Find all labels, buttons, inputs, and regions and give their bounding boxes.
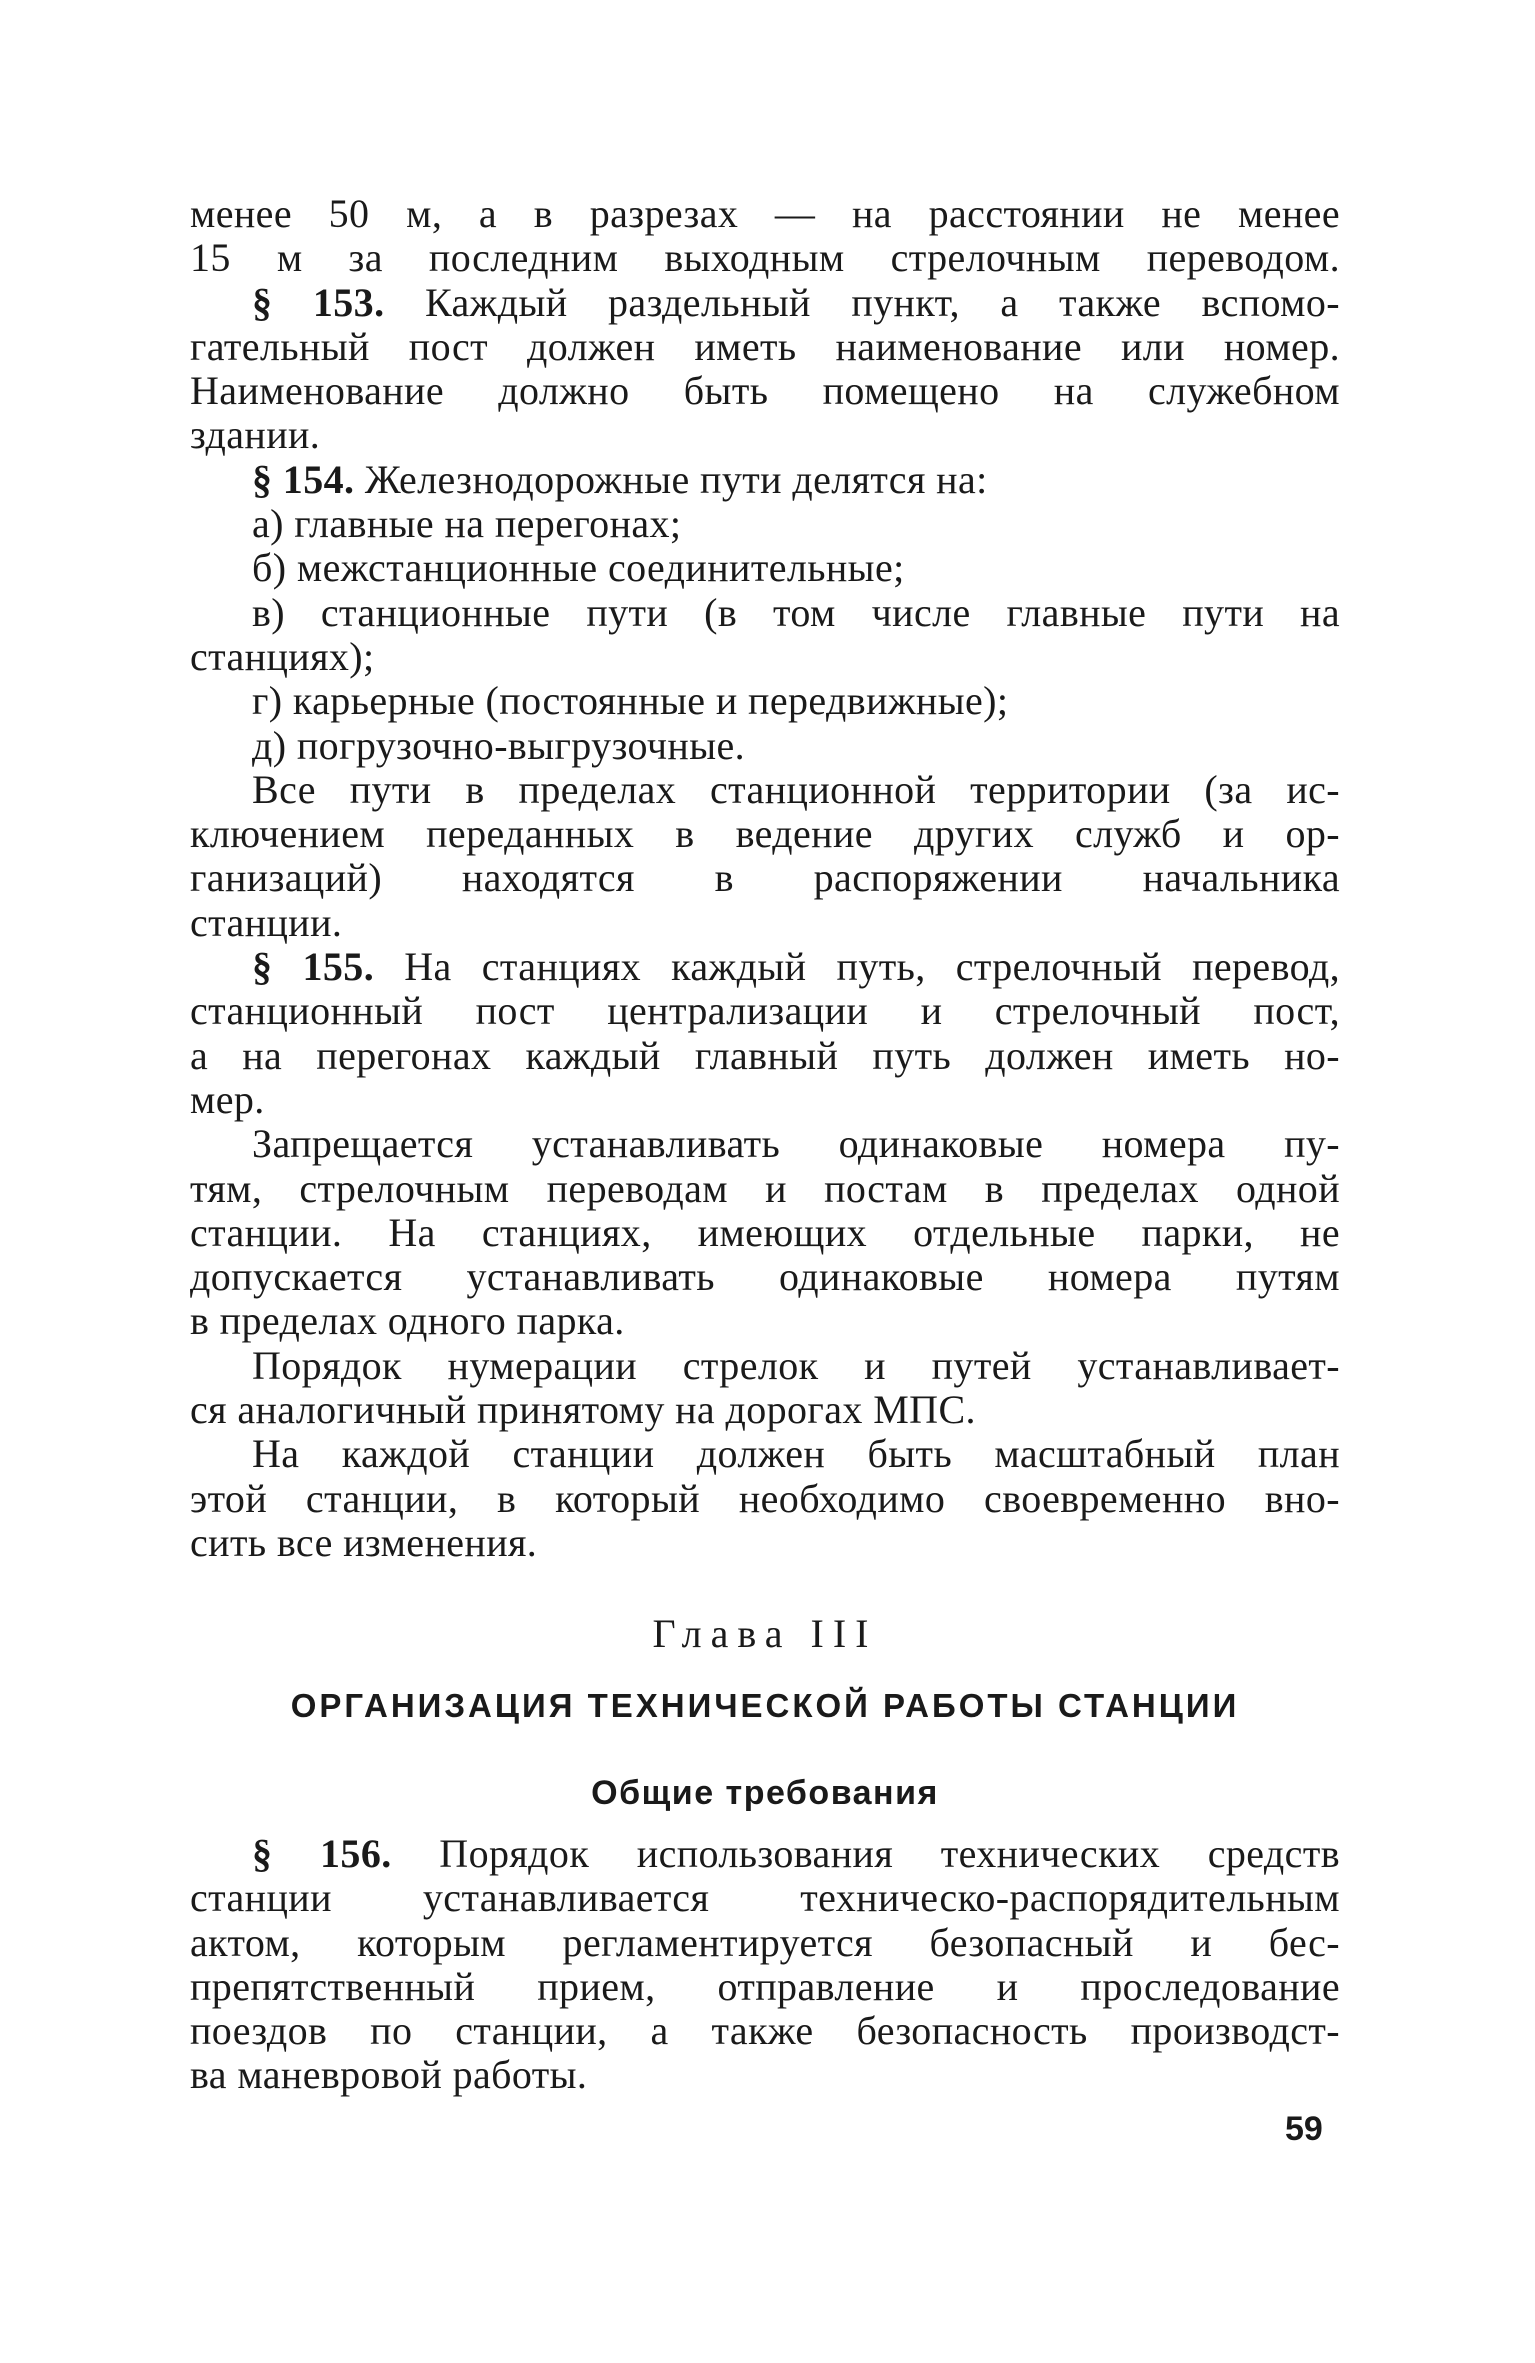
text-line: тям, стрелочным переводам и постам в пределах одной (190, 1165, 1340, 1211)
text-line: ва маневровой работы. (190, 2052, 588, 2098)
text-line: ганизаций) находятся в распоряжении начальника (190, 855, 1340, 901)
text-line: менее 50 м, а в разрезах — на расстоянии не менее (190, 191, 1340, 236)
text-line: станции устанавливается техническо-распорядительным (190, 1875, 1340, 1921)
list-item: а) главные на перегонах; (252, 501, 682, 547)
text-line: ся аналогичный принятому на дорогах МПС. (190, 1387, 976, 1433)
section-153-first-line (190, 281, 1340, 325)
section-subtitle: Общие требования (591, 1774, 939, 1812)
page-number: 59 (1285, 2110, 1323, 2148)
section-number: § 155. (252, 944, 375, 990)
text-line: На каждой станции должен быть масштабный план (252, 1431, 1340, 1477)
text-line: сить все изменения. (190, 1519, 538, 1565)
text-line: мер. (190, 1076, 265, 1122)
chapter-label: Глава III (652, 1611, 878, 1656)
text-line: 15 м за последним выходным стрелочным переводом. (190, 235, 1340, 281)
text-line: актом, которым регламентируется безопасный и бес- (190, 1919, 1340, 1965)
text-line: в пределах одного парка. (190, 1298, 625, 1344)
text-line: а на перегонах каждый главный путь должен иметь но- (190, 1032, 1340, 1078)
section-155-first-line (190, 945, 1340, 989)
text-span: Порядок использования технических средств (439, 1831, 1341, 1876)
list-item: д) погрузочно-выгрузочные. (252, 722, 746, 768)
text-line: станции. На станциях, имеющих отдельные парки, не (190, 1209, 1340, 1255)
text-span: На станциях каждый путь, стрелочный перевод, (404, 944, 1340, 990)
text-line: Наименование должно быть помещено на служебном (190, 368, 1340, 414)
section-number: § 154. (252, 456, 355, 502)
text-block-top (190, 192, 1340, 1565)
text-line: ключением переданных в ведение других служб и ор- (190, 811, 1340, 857)
text-line: этой станции, в который необходимо своевременно вно- (190, 1475, 1340, 1521)
text-line: Порядок нумерации стрелок и путей устанавливает- (252, 1342, 1340, 1388)
text-span: Железнодорожные пути делятся на: (364, 456, 988, 502)
list-item: б) межстанционные соединительные; (252, 545, 905, 591)
text-line: допускается устанавливать одинаковые номера путям (190, 1254, 1340, 1300)
text-span: Каждый раздельный пункт, а также вспомо- (424, 279, 1341, 325)
text-block-bottom (190, 1832, 1340, 2098)
chapter-title: ОРГАНИЗАЦИЯ ТЕХНИЧЕСКОЙ РАБОТЫ СТАНЦИИ (290, 1687, 1240, 1724)
list-item: в) станционные пути (в том числе главные пути на (252, 589, 1340, 635)
text-line: Все пути в пределах станционной территории (за ис- (252, 766, 1340, 812)
list-item: г) карьерные (постоянные и передвижные); (252, 678, 1009, 724)
text-line: станционный пост централизации и стрелочный пост, (190, 988, 1340, 1034)
text-line: станциях); (190, 633, 375, 679)
text-line: здании. (190, 412, 321, 458)
text-line: гательный пост должен иметь наименование или номер. (190, 323, 1340, 369)
section-number: § 156. (252, 1831, 392, 1876)
section-154-first-line (190, 458, 1340, 502)
text-line: препятственный прием, отправление и проследование (190, 1963, 1340, 2009)
section-number: § 153. (252, 279, 385, 325)
text-line: Запрещается устанавливать одинаковые номера пу- (252, 1121, 1340, 1167)
section-156-first-line (190, 1832, 1340, 1876)
text-line: поездов по станции, а также безопасность производст- (190, 2008, 1340, 2054)
text-line: станции. (190, 899, 343, 945)
